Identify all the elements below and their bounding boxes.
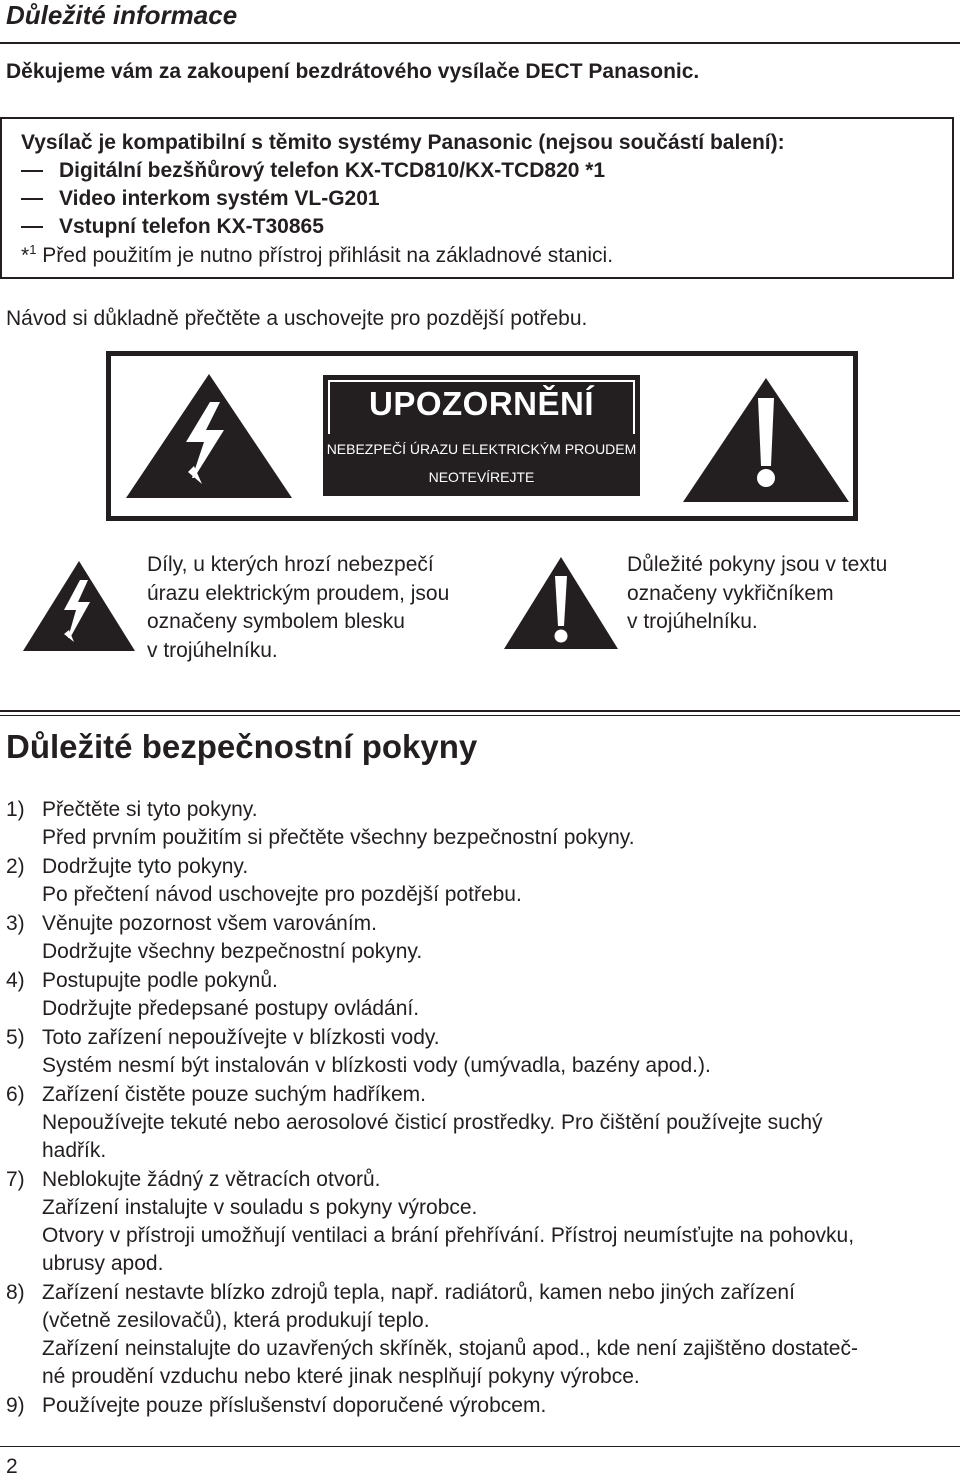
instruction-line: Zařízení neinstalujte do uzavřených skříněk, stojanů apod., kde není zajištěno dostateč-: [42, 1337, 858, 1360]
instruction-line: Přečtěte si tyto pokyny.: [42, 798, 258, 821]
exclamation-triangle-icon: [681, 376, 851, 504]
lightning-triangle-icon: [124, 372, 294, 500]
compat-item-text: Digitální bezšňůrový telefon KX-TCD810/KX-TCD820 *1: [59, 159, 606, 182]
safety-heading: Důležité bezpečnostní pokyny: [6, 728, 478, 765]
instruction-line: Neblokujte žádný z větracích otvorů.: [42, 1168, 381, 1191]
item-number: 7): [6, 1168, 25, 1191]
instruction-line: Systém nesmí být instalován v blízkosti vody (umývadla, bazény apod.).: [42, 1054, 711, 1077]
lightning-legend: [147, 551, 449, 665]
compatibility-heading: Vysílač je kompatibilní s těmito systémy Panasonic (nejsou součástí balení):: [21, 131, 785, 154]
dash-bullet: [21, 170, 43, 172]
footnote-number: 1: [29, 242, 37, 257]
compat-item-text: Vstupní telefon KX-T30865: [59, 215, 324, 238]
instruction-line: (včetně zesilovačů), která produkují teplo.: [42, 1309, 430, 1332]
lightning-symbol-icon: [22, 560, 136, 652]
item-number: 2): [6, 855, 25, 878]
exclamation-symbol-icon: [503, 556, 619, 650]
instruction-line: hadřík.: [42, 1139, 107, 1162]
legend-line: úrazu elektrickým proudem, jsou: [147, 581, 450, 605]
item-number: 6): [6, 1083, 25, 1106]
item-number: 4): [6, 969, 25, 992]
instruction-line: Toto zařízení nepoužívejte v blízkosti vody.: [42, 1026, 440, 1049]
instruction-line: Dodržujte předepsané postupy ovládání.: [42, 997, 420, 1020]
item-number: 5): [6, 1026, 25, 1049]
instruction-line: Zařízení instalujte v souladu s pokyny výrobce.: [42, 1196, 478, 1219]
dash-bullet: [21, 198, 43, 200]
item-number: 1): [6, 798, 25, 821]
section-rule: [0, 710, 960, 712]
instruction-line: Zařízení čistěte pouze suchým hadříkem.: [42, 1083, 426, 1106]
caution-line-2: NEOTEVÍREJTE: [428, 469, 535, 485]
item-number: 8): [6, 1281, 25, 1304]
footnote-mark: *: [21, 244, 30, 267]
header-rule: [0, 42, 960, 44]
item-number: 9): [6, 1394, 25, 1417]
instruction-line: Věnujte pozornost všem varováním.: [42, 912, 377, 935]
instruction-line: Dodržujte všechny bezpečnostní pokyny.: [42, 940, 423, 963]
instruction-line: ubrusy apod.: [42, 1252, 164, 1275]
instruction-line: Otvory v přístroji umožňují ventilaci a brání přehřívání. Přístroj neumísťujte na pohovku,: [42, 1224, 855, 1247]
legend-line: označeny vykřičníkem: [627, 581, 834, 605]
compat-footnote: [21, 242, 613, 270]
thanks-text: Děkujeme vám za zakoupení bezdrátového vysílače DECT Panasonic.: [6, 60, 700, 83]
compat-item-text: Video interkom systém VL-G201: [59, 187, 380, 210]
footer-rule: [0, 1446, 960, 1447]
instruction-line: Dodržujte tyto pokyny.: [42, 855, 249, 878]
legend-line: Díly, u kterých hrozí nebezpečí: [147, 553, 434, 576]
legend-line: Důležité pokyny jsou v textu: [627, 553, 888, 576]
instruction-line: Před prvním použitím si přečtěte všechny bezpečnostní pokyny.: [42, 826, 635, 849]
legend-line: označeny symbolem blesku: [147, 610, 405, 633]
legend-line: v trojúhelníku.: [627, 610, 758, 633]
instruction-line: Nepoužívejte tekuté nebo aerosolové čisticí prostředky. Pro čištění používejte suchý: [42, 1111, 823, 1134]
instruction-line: né proudění vzduchu nebo které jinak nesplňují pokyny výrobce.: [42, 1365, 640, 1388]
caution-line-1: NEBEZPEČÍ ÚRAZU ELEKTRICKÝM PROUDEM: [326, 441, 637, 457]
read-note: Návod si důkladně přečtěte a uschovejte pro pozdější potřebu.: [6, 307, 588, 330]
exclamation-legend: [627, 551, 887, 637]
footnote-text: Před použitím je nutno přístroj přihlásit na základnové stanici.: [42, 244, 614, 267]
instruction-line: Po přečtení návod uschovejte pro pozdější potřebu.: [42, 883, 522, 906]
section-rule: [0, 715, 960, 716]
page-number: 2: [6, 1455, 18, 1478]
legend-line: v trojúhelníku.: [147, 638, 278, 662]
dash-bullet: [21, 226, 43, 228]
item-number: 3): [6, 912, 25, 935]
caution-title: UPOZORNĚNÍ: [368, 385, 594, 422]
instruction-line: Zařízení nestavte blízko zdrojů tepla, např. radiátorů, kamen nebo jiných zařízení: [42, 1281, 795, 1304]
instruction-line: Používejte pouze příslušenství doporučené výrobcem.: [42, 1394, 547, 1417]
instruction-line: Postupujte podle pokynů.: [42, 969, 278, 992]
page-heading: Důležité informace: [6, 0, 238, 30]
